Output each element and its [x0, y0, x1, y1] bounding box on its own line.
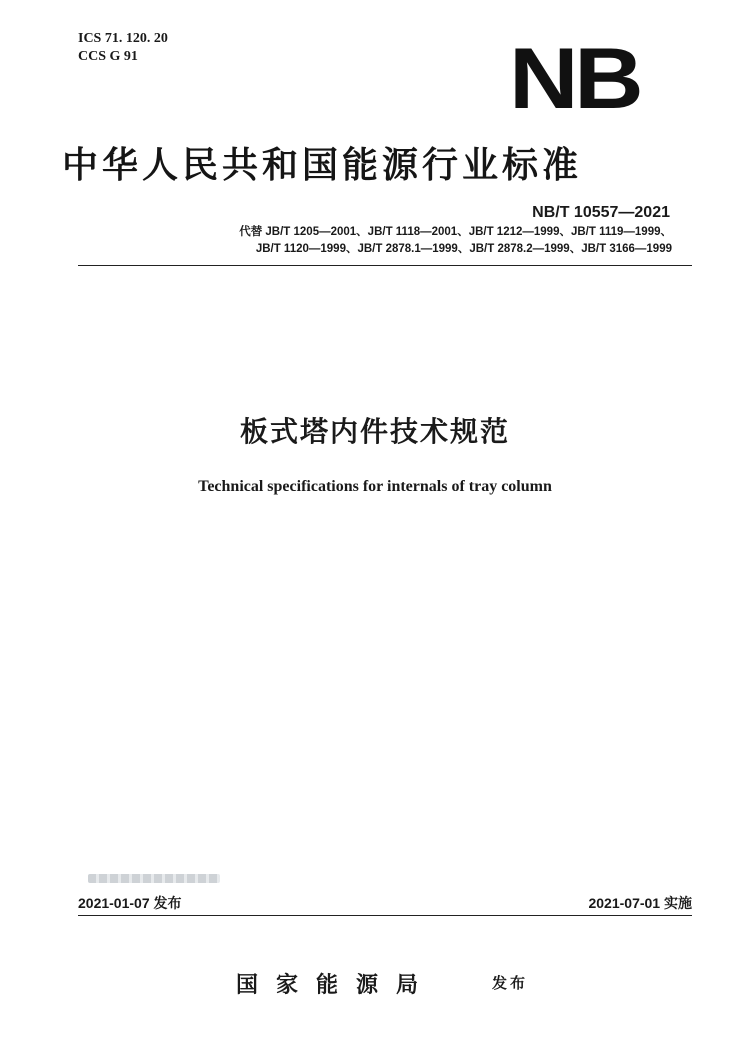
industry-standard-title: 中华人民共和国能源行业标准 — [62, 144, 583, 186]
implementation-date: 2021-07-01 实施 — [588, 895, 692, 911]
header-divider — [78, 265, 692, 266]
nb-logo: NB — [509, 31, 640, 127]
ccs-code: CCS G 91 — [78, 49, 138, 64]
replaced-standards-line-2: JB/T 1120—1999、JB/T 2878.1—1999、JB/T 2878.2—1999、JB/T 3166—1999 — [255, 243, 672, 255]
ics-code: ICS 71. 120. 20 — [78, 31, 168, 46]
faint-stamp-mark — [88, 874, 220, 883]
issue-date: 2021-01-07 发布 — [78, 895, 182, 911]
replaced-standards — [72, 224, 672, 258]
document-title-chinese: 板式塔内件技术规范 — [239, 415, 510, 448]
document-title-english: Technical specifications for internals of tray column — [198, 478, 552, 495]
publisher-suffix: 发布 — [492, 974, 529, 992]
replaced-standards-line-1: 代替 JB/T 1205—2001、JB/T 1118—2001、JB/T 1212—1999、JB/T 1119—1999、 — [239, 226, 672, 238]
standard-number: NB/T 10557—2021 — [532, 204, 670, 221]
classification-codes — [78, 30, 168, 66]
footer-divider — [78, 915, 692, 916]
publisher-name: 国家能源局 — [236, 972, 437, 998]
